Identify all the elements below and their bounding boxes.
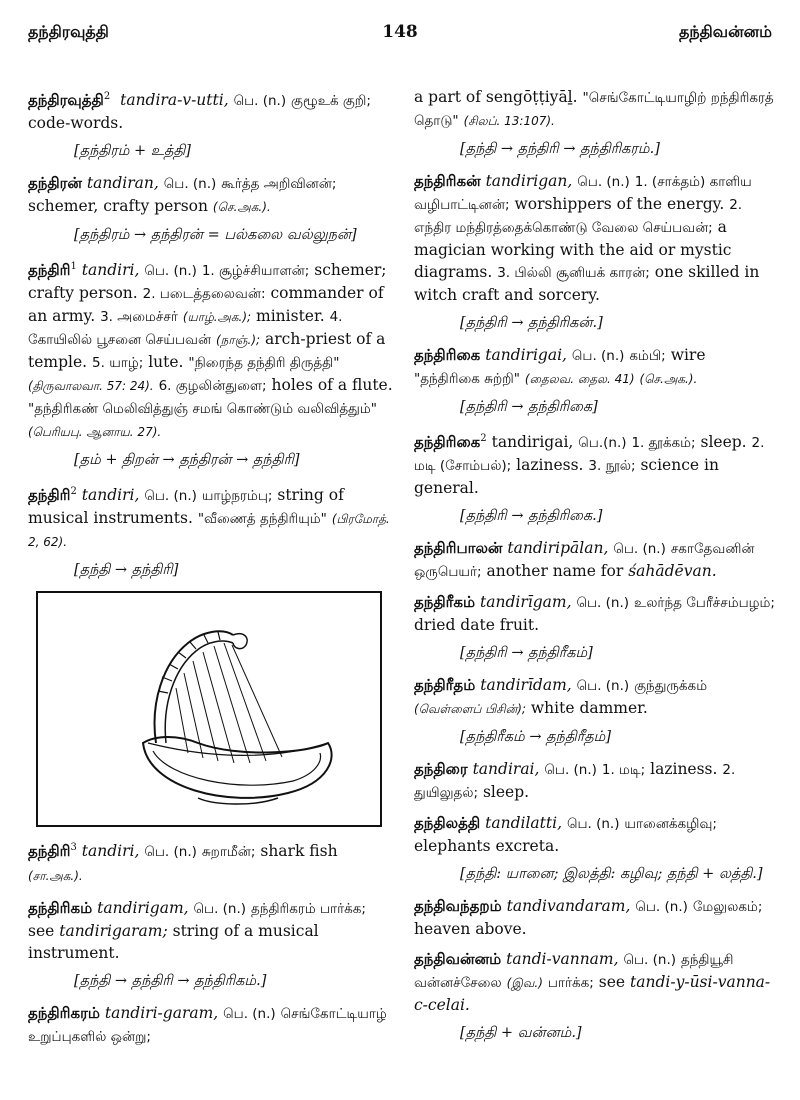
etymology: [தந்திரி → தந்திரிகன்.]	[460, 315, 603, 331]
etymology: [தந்திரி → தந்திரிகை]	[460, 399, 598, 415]
etymology: [தந்தி → தந்திரி]	[74, 562, 179, 579]
harp-icon	[38, 593, 380, 825]
entry-tandiridam: தந்திரீதம் tandirīdam, பெ. (n.) குந்துருக்கம் (வெள்ளைப் பிசின்); white dammer.	[414, 676, 708, 718]
etymology: [தந்தி: யானை; இலத்தி: கழிவு; தந்தி + லத்தி.]	[460, 866, 763, 883]
right-column	[414, 86, 776, 1054]
entry-tandirigam: தந்திரிகம் tandirigam, பெ. (n.) தந்திரிகரம் பார்க்க; see tandirigaram; string of a musical instrument.	[28, 898, 366, 962]
entry-continuation: a part of sengōṭṭiyāḻ. "செங்கோட்டியாழிற் றந்திரிகரத் தொடு" (சிலப். 13:107).	[414, 88, 774, 129]
entry-tandiri-2: தந்திரி$^2$ tandiri, பெ. (n.) யாழ்நரம்பு; string of musical instruments. "வீணைத் தந்திரியும்" (பிரமோத். 2, 62).	[28, 486, 390, 550]
etymology: [தந்திரி → தந்திரீகம்]	[460, 645, 593, 662]
entry-tandirigam-2: தந்திரீகம் tandirīgam, பெ. (n.) உலர்ந்த பேரீச்சம்பழம்; dried date fruit.	[414, 593, 775, 635]
entry-tandilatti: தந்திலத்தி tandilatti, பெ. (n.) யானைக்கழிவு; elephants excreta.	[414, 814, 717, 856]
entry-tandiran: தந்திரன் tandiran, பெ. (n.) கூர்த்த அறிவினன்; schemer, crafty person (செ.அக.).	[28, 174, 337, 216]
entry-tandiripalan: தந்திரிபாலன் tandiripālan, பெ. (n.) சகாதேவனின் ஒருபெயர்; another name for śahādēvan.	[414, 539, 755, 581]
entry-tandivandaram: தந்திவந்தறம் tandivandaram, பெ. (n.) மேலுலகம்; heaven above.	[414, 897, 763, 939]
harp-figure	[36, 591, 382, 827]
entry-tandirigai-1: தந்திரிகை tandirigai, பெ. (n.) கம்பி; wire "தந்திரிகை சுற்றி" (தைலவ. தைல. 41) (செ.அக.).	[414, 346, 706, 387]
header-right-guideword: தந்திவன்னம்	[678, 22, 772, 41]
etymology: [தம் + திறன் → தந்திரன் → தந்திரி]	[74, 452, 300, 469]
etymology: [தந்தி → தந்திரி → தந்திரிகரம்.]	[460, 141, 660, 157]
etymology: [தந்தி → தந்திரி → தந்திரிகம்.]	[74, 972, 267, 989]
header-left-guideword: தந்திரவுத்தி	[28, 22, 109, 41]
entry-tandiri-garam: தந்திரிகரம் tandiri-garam, பெ. (n.) செங்கோட்டியாழ் உறுப்புகளில் ஒன்று;	[28, 1003, 387, 1045]
etymology: [தந்திரம் + உத்தி]	[74, 143, 191, 160]
entry-tandira-v-utti: தந்திரவுத்தி$^2$ tandira-v-utti, பெ. (n.) குழூஉக் குறி; code-words.	[28, 91, 371, 133]
etymology: [தந்திரீகம் → தந்திரீதம்]	[460, 729, 611, 746]
etymology: [தந்தி + வன்னம்.]	[460, 1025, 582, 1042]
entry-tandi-vannam: தந்திவன்னம் tandi-vannam, பெ. (n.) தந்தியூசி வன்னச்சேலை (இவ.) பார்க்க; see tandi-y-ūsi-vanna-c-celai.	[414, 950, 771, 1015]
entry-tandiri-3: தந்திரி$^3$ tandiri, பெ. (n.) சுறாமீன்; shark fish (சா.அக.).	[28, 842, 338, 883]
entry-tandirigan: தந்திரிகன் tandirigan, பெ. (n.) 1. (சாக்தம்) காளிய வழிபாட்டினன்; worshippers of the energy. 2. எந்திர மந்திரத்தைக்கொண்டு வேலை செய்பவன்; a magician working with the aid or mystic diagrams. 3. பில்லி சூனியக் காரன்; one skilled in witch craft and sorcery.	[414, 172, 760, 304]
entry-tandirigai-2: தந்திரிகை$^2$ tandirigai, பெ.(n.) 1. தூக்கம்; sleep. 2. மடி (சோம்பல்); laziness. 3. நூல்; science in general.	[414, 433, 765, 498]
left-column	[28, 86, 394, 1054]
entry-tandirai: தந்திரை tandirai, பெ. (n.) 1. மடி; laziness. 2. துயிலுதல்; sleep.	[414, 760, 736, 802]
etymology: [தந்திரி → தந்திரிகை.]	[460, 508, 603, 525]
entry-tandiri-1: தந்திரி$^1$ tandiri, பெ. (n.) 1. சூழ்ச்சியாளன்; schemer; crafty person. 2. படைத்தலைவன்: commander of an army. 3. அமைச்சர் (யாழ்.அக.); minister. 4. கோயிலில் பூசனை செய்பவன் (நாஞ்.); arch-priest of a temple. 5. யாழ்; lute. "நிரைந்த தந்திரி திருத்தி" (திருவாலவா. 57: 24). 6. குழலின்துளை; holes of a flute. "தந்திரிகண் மெலிவித்துஞ் சமங் கொண்டும் வலிவித்தும்" (பெரியபு. ஆனாய. 27).	[28, 261, 393, 440]
page-header	[28, 22, 772, 52]
etymology: [தந்திரம் → தந்திரன் = பல்கலை வல்லுநன்]	[74, 227, 357, 244]
page-number: 148	[382, 22, 418, 42]
